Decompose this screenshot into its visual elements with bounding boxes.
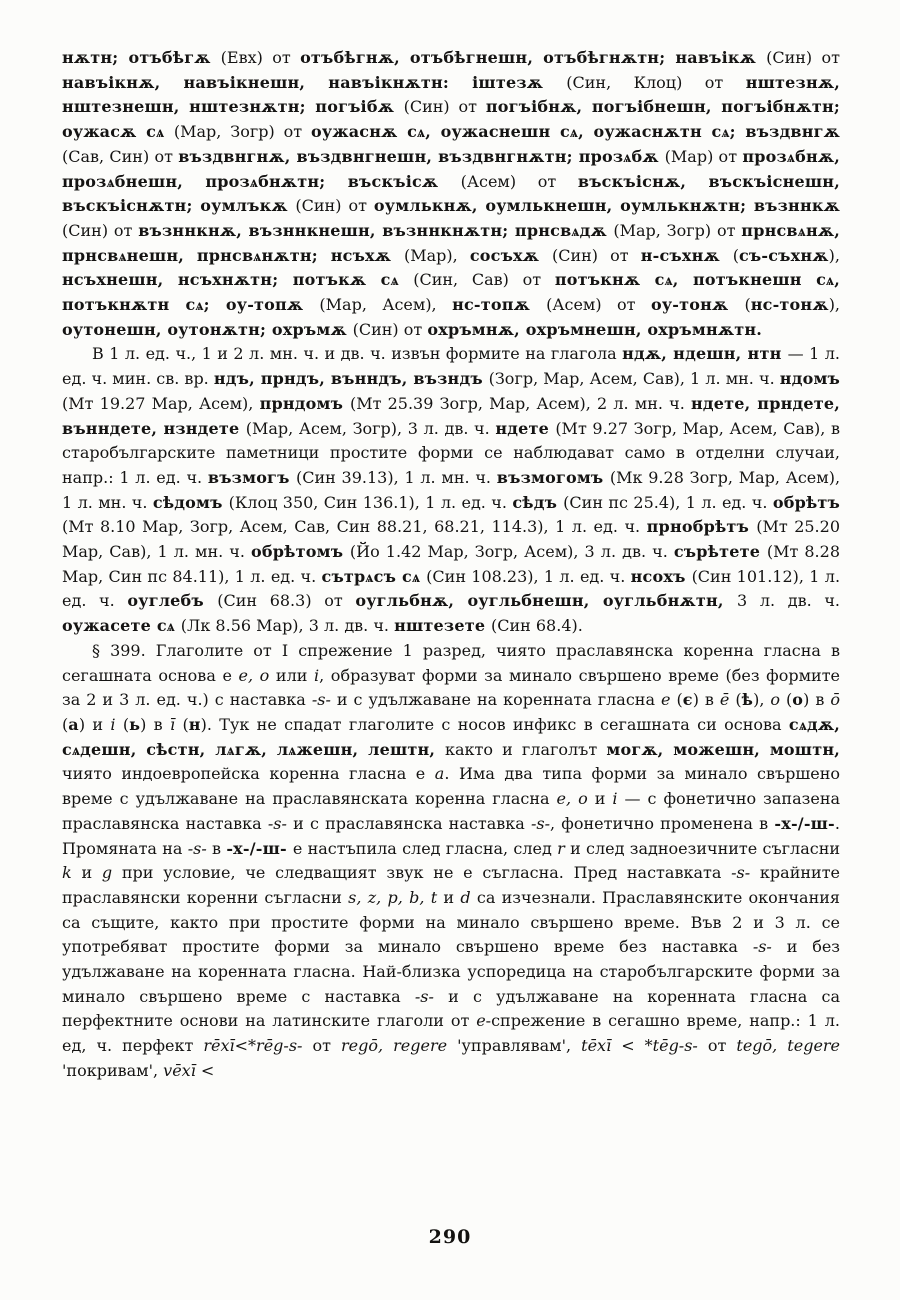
body-text: и с удължаване на коренната гласна: [336, 690, 662, 710]
body-text: (Син, Сав) от: [413, 270, 555, 290]
old-church-slavonic-text: погъібнѫ, погъібнешн, погъібнѫтн; оужасѫ сѧ: [62, 97, 841, 142]
old-church-slavonic-text: ь: [129, 714, 141, 734]
body-text: (Клоц 350, Син 136.1), 1 л. ед. ч.: [228, 492, 513, 512]
old-church-slavonic-text: нсохъ: [630, 566, 692, 586]
body-text: и без удължаване на коренната гласна. Най-близка успоредица на старобългарските форми за минало свършено време с наставка: [62, 937, 841, 1006]
body-text: ),: [753, 690, 771, 710]
latin-italic-text: e: [476, 1011, 486, 1031]
latin-italic-text: -s-: [414, 986, 449, 1006]
old-church-slavonic-text: възннкнѫ, възннкнешн, възннкнѫтн; прнсвѧдѫ: [138, 220, 614, 240]
old-church-slavonic-text: ндѫ, ндешн, нтн: [622, 344, 788, 364]
old-church-slavonic-text: сърѣтете: [673, 542, 767, 562]
body-text: от: [707, 1036, 737, 1056]
old-church-slavonic-text: сосъхѫ: [469, 245, 552, 265]
body-text: ) в: [140, 714, 171, 734]
old-church-slavonic-text: а: [68, 714, 79, 734]
latin-italic-text: s, z, p, b, t: [348, 887, 444, 907]
old-church-slavonic-text: обрѣтъ: [772, 492, 840, 512]
body-text: (Мт 8.10 Мар, Зогр, Асем, Сав, Син 88.21, 68.21, 114.3), 1 л. ед. ч.: [62, 517, 647, 537]
old-church-slavonic-text: ндете, прндете, вънндете, нзндете: [62, 393, 840, 438]
body-text: (Асем) от: [546, 295, 651, 315]
body-text: и: [443, 887, 461, 907]
old-church-slavonic-text: нс-топѫ: [452, 295, 547, 315]
old-church-slavonic-text: въздвнгнѫ, въздвнгнешн, въздвнгнѫтн; прозѧбѫ: [178, 146, 665, 166]
old-church-slavonic-text: прнобрѣтъ: [646, 517, 757, 537]
latin-italic-text: -s-: [752, 937, 787, 957]
body-text: (: [182, 714, 189, 734]
paragraph: [62, 342, 840, 638]
old-church-slavonic-text: прозѧбнѫ, прозѧбнешн, прозѧбнѫтн; въскъісѫ: [62, 146, 841, 191]
body-text: (Мт 9.27 Зогр, Мар, Асем, Сав), в старобългарските паметници простите форми се наблюдават само в отделни случаи, напр.: 1 л. ед. ч.: [62, 418, 840, 487]
old-church-slavonic-text: потъкнѫ сѧ, потъкнешн сѧ, потъкнѫтн сѧ; оу-топѫ: [62, 270, 841, 315]
latin-italic-text: -s-: [267, 813, 294, 833]
old-church-slavonic-text: прнсвѧнѫ, прнсвѧнешн, прнсвѧнѫтн; нсъхѫ: [62, 220, 840, 265]
body-text: ) в: [692, 690, 720, 710]
old-church-slavonic-text: сѧдѫ, сѧдешн, сѣстн, лѧгѫ, лѧжешн, лештн,: [62, 714, 841, 759]
body-text: (: [744, 295, 751, 315]
body-text: (: [786, 690, 793, 710]
latin-italic-text: -s-: [311, 690, 337, 710]
old-church-slavonic-text: съ-съхнѫ: [738, 245, 829, 265]
old-church-slavonic-text: є: [682, 690, 693, 710]
body-text: (: [676, 690, 683, 710]
paragraph: [62, 46, 840, 342]
latin-italic-text: -s-: [530, 813, 551, 833]
body-text: (Зогр, Мар, Асем, Сав), 1 л. мн. ч.: [488, 369, 780, 389]
old-church-slavonic-text: нѫтн; отъбѣгѫ: [62, 48, 221, 67]
body-text: (Лк 8.56 Мар), 3 л. дв. ч.: [180, 616, 395, 636]
old-church-slavonic-text: нштезете: [394, 616, 491, 636]
latin-italic-text: rēxī<*rēg-s-: [203, 1036, 313, 1056]
body-text: и с праславянска наставка: [293, 813, 531, 833]
old-church-slavonic-text: оутонешн, оутонѫтн; охръмѫ: [62, 319, 353, 339]
body-text: ) и: [78, 714, 111, 734]
body-text: при условие, че следващият звук не е съгласна. Пред наставката: [121, 863, 732, 883]
body-text: 'покривам',: [62, 1060, 164, 1080]
body-text: (: [735, 690, 742, 710]
body-text: , фонетично променена в: [550, 813, 775, 833]
old-church-slavonic-text: възмогъ: [207, 467, 296, 487]
body-text: (Син пс 25.4), 1 л. ед. ч.: [563, 492, 773, 512]
body-text: (Мк 9.28 Зогр, Мар, Асем), 1 л. мн. ч.: [62, 467, 841, 512]
old-church-slavonic-text: нсъхнешн, нсъхнѫтн; потъкѫ сѧ: [62, 270, 414, 290]
body-text: (Син, Клоц) от: [566, 72, 746, 92]
body-text: са изчезнали. Праславянските окончания са същите, както при простите форми на минало свършено време. Във 2 и 3 л. се употребяват простите форми за минало свършено време без наставка: [62, 887, 841, 957]
latin-italic-text: ī: [170, 714, 183, 734]
latin-italic-text: i: [314, 665, 320, 685]
body-text: ),: [828, 295, 841, 315]
old-church-slavonic-text: сѣдъ: [512, 492, 564, 512]
old-church-slavonic-text: оу-тонѫ: [650, 295, 745, 315]
body-text: и с удължаване на коренната гласна са перфектните основи на латинските глаголи от: [62, 986, 841, 1031]
body-text: § 399. Глаголите от I спрежение 1 разред, чиято праславянска коренна гласна в сегашната основа е: [62, 640, 840, 685]
body-text: (Мар, Асем),: [319, 295, 453, 315]
body-text: (Син 101.12), 1 л. ед. ч.: [62, 566, 841, 611]
latin-italic-text: vēxī <: [163, 1060, 215, 1080]
paragraph: [62, 639, 840, 1084]
old-church-slavonic-text: оужасете сѧ: [62, 616, 181, 636]
body-text: 'управлявам',: [457, 1036, 582, 1056]
old-church-slavonic-text: оугльбнѫ, оугльбнешн, оугльбнѫтн,: [355, 591, 738, 611]
body-text: и: [594, 789, 613, 809]
latin-italic-text: k: [62, 863, 82, 883]
body-text: крайните праславянски коренни съгласни: [62, 863, 841, 907]
old-church-slavonic-text: оуглебъ: [127, 591, 218, 611]
old-church-slavonic-text: ндете: [495, 418, 556, 438]
body-text: (Мар, Асем, Зогр), 3 л. дв. ч.: [245, 418, 496, 438]
body-text: ),: [828, 245, 840, 265]
old-church-slavonic-text: н: [188, 714, 201, 734]
latin-italic-text: i: [612, 789, 625, 809]
body-text: (Син 68.4).: [490, 616, 583, 636]
latin-italic-text: ē: [719, 690, 736, 710]
body-text: и след задноезичните съгласни: [570, 838, 841, 858]
old-church-slavonic-text: ндъ, прндъ, вънндъ, възндъ: [213, 369, 489, 389]
old-church-slavonic-text: нс-тонѫ: [750, 295, 829, 315]
body-text: в: [212, 838, 227, 858]
body-text: (Асем) от: [460, 171, 578, 191]
body-text: (Мт 25.39 Зогр, Мар, Асем), 2 л. мн. ч.: [349, 393, 691, 413]
body-text: — 1 л. ед. ч. мин. св. вр.: [62, 344, 840, 389]
body-text: (Син) от: [403, 97, 486, 117]
page-number: 290: [428, 1226, 472, 1248]
body-text: , образуват форми за минало свършено време (без формите за 2 и 3 л. ед. ч.) с наставка: [62, 665, 841, 710]
latin-italic-text: tēxī < *tēg-s-: [581, 1036, 708, 1056]
old-church-slavonic-text: охръмнѫ, охръмнешн, охръмнѫтн.: [427, 319, 763, 339]
old-church-slavonic-text: оумлькнѫ, оумлькнешн, оумлькнѫтн; възннкѫ: [373, 196, 840, 216]
latin-italic-text: d: [460, 887, 477, 907]
body-text: (Син) от: [62, 220, 139, 240]
body-text: от: [312, 1036, 342, 1056]
body-text: (Син) от: [352, 319, 428, 339]
latin-italic-text: regō, regere: [341, 1036, 458, 1056]
body-text: (Син 39.13), 1 л. мн. ч.: [295, 467, 497, 487]
latin-italic-text: -s-: [731, 863, 760, 883]
body-text: — с фонетично запазена праславянска наставка: [62, 789, 841, 833]
latin-italic-text: i: [110, 714, 123, 734]
old-church-slavonic-text: оужаснѫ сѧ, оужаснешн сѧ, оужаснѫтн сѧ; въздвнгѫ: [311, 122, 841, 142]
old-church-slavonic-text: отъбѣгнѫ, отъбѣгнешн, отъбѣгнѫтн; навъікѫ: [300, 48, 767, 67]
body-text: ) в: [803, 690, 831, 710]
body-text: (Йо 1.42 Мар, Зогр, Асем), 3 л. дв. ч.: [349, 542, 674, 562]
body-text: и: [81, 863, 102, 883]
old-church-slavonic-text: могѫ, можешн, моштн,: [606, 739, 840, 759]
body-text: (Мар, Зогр) от: [613, 220, 742, 240]
body-text: (Син 108.23), 1 л. ед. ч.: [426, 566, 631, 586]
body-text: 3 л. дв. ч.: [737, 591, 840, 611]
body-text: ). Тук не спадат глаголите с носов инфикс в сегашната си основа: [200, 714, 789, 734]
body-text: (Мт 8.28 Мар, Син пс 84.11), 1 л. ед. ч.: [62, 542, 841, 586]
body-text: (Мар) от: [664, 146, 743, 166]
latin-italic-text: r: [557, 838, 571, 858]
body-text: (: [62, 714, 69, 734]
body-text: (Мт 19.27 Мар, Асем),: [62, 393, 260, 413]
body-text: . Промяната на: [62, 813, 840, 858]
old-church-slavonic-text: н-съхнѫ: [640, 245, 733, 265]
body-text: (: [732, 245, 739, 265]
old-church-slavonic-text: възмогомъ: [496, 467, 610, 487]
body-text: (Евх) от: [220, 48, 301, 67]
latin-italic-text: e: [661, 690, 677, 710]
latin-italic-text: e, o: [556, 789, 595, 809]
body-text: (Син) от: [766, 48, 840, 67]
body-text: (Мт 25.20 Мар, Сав), 1 л. мн. ч.: [62, 517, 841, 562]
body-text: е настъпила след гласна, след: [292, 838, 558, 858]
body-text: В 1 л. ед. ч., 1 и 2 л. мн. ч. и дв. ч. извън формите на глагола: [92, 344, 623, 364]
body-text: (Мар, Зогр) от: [173, 122, 312, 142]
latin-italic-text: tegō, tegere: [736, 1036, 841, 1056]
old-church-slavonic-text: въскъіснѫ, въскъіснешн, въскъіснѫтн; оумлъкѫ: [62, 171, 840, 216]
old-church-slavonic-text: прндомъ: [259, 393, 350, 413]
latin-italic-text: o: [770, 690, 787, 710]
latin-italic-text: ō: [830, 690, 841, 710]
body-text: или: [275, 665, 314, 685]
body-text: (Син) от: [295, 196, 374, 216]
latin-italic-text: -s-: [187, 838, 213, 858]
old-church-slavonic-text: сътрѧсъ сѧ: [321, 566, 427, 586]
old-church-slavonic-text: обрѣтомъ: [251, 542, 350, 562]
body-text: (: [122, 714, 130, 734]
old-church-slavonic-text: -х-/-ш-: [226, 838, 293, 858]
body-text: чиято индоевропейска коренна гласна е: [62, 764, 435, 784]
body-text: (Син 68.3) от: [217, 591, 356, 611]
old-church-slavonic-text: навъікнѫ, навъікнешн, навъікнѫтн: іштезѫ: [62, 72, 567, 92]
page-body: [62, 46, 840, 1084]
body-text: както и глаголът: [444, 739, 607, 759]
old-church-slavonic-text: нштезнѫ, нштезнешн, нштезнѫтн; погъібѫ: [62, 72, 840, 117]
old-church-slavonic-text: ндомъ: [779, 369, 841, 389]
body-text: (Мар),: [403, 245, 470, 265]
old-church-slavonic-text: сѣдомъ: [152, 492, 229, 512]
body-text: (Сав, Син) от: [62, 146, 179, 166]
old-church-slavonic-text: -х-/-ш-: [774, 813, 835, 833]
latin-italic-text: g: [101, 863, 122, 883]
old-church-slavonic-text: о: [792, 690, 804, 710]
latin-italic-text: e, o: [238, 665, 276, 685]
old-church-slavonic-text: ѣ: [741, 690, 754, 710]
body-text: . Има два типа форми за минало свършено време с удължаване на праславянската коренна гласна: [62, 764, 841, 809]
latin-italic-text: a: [434, 764, 445, 784]
body-text: -спрежение в сегашно време, напр.: 1 л. ед, ч. перфект: [62, 1011, 840, 1056]
body-text: (Син) от: [551, 245, 641, 265]
